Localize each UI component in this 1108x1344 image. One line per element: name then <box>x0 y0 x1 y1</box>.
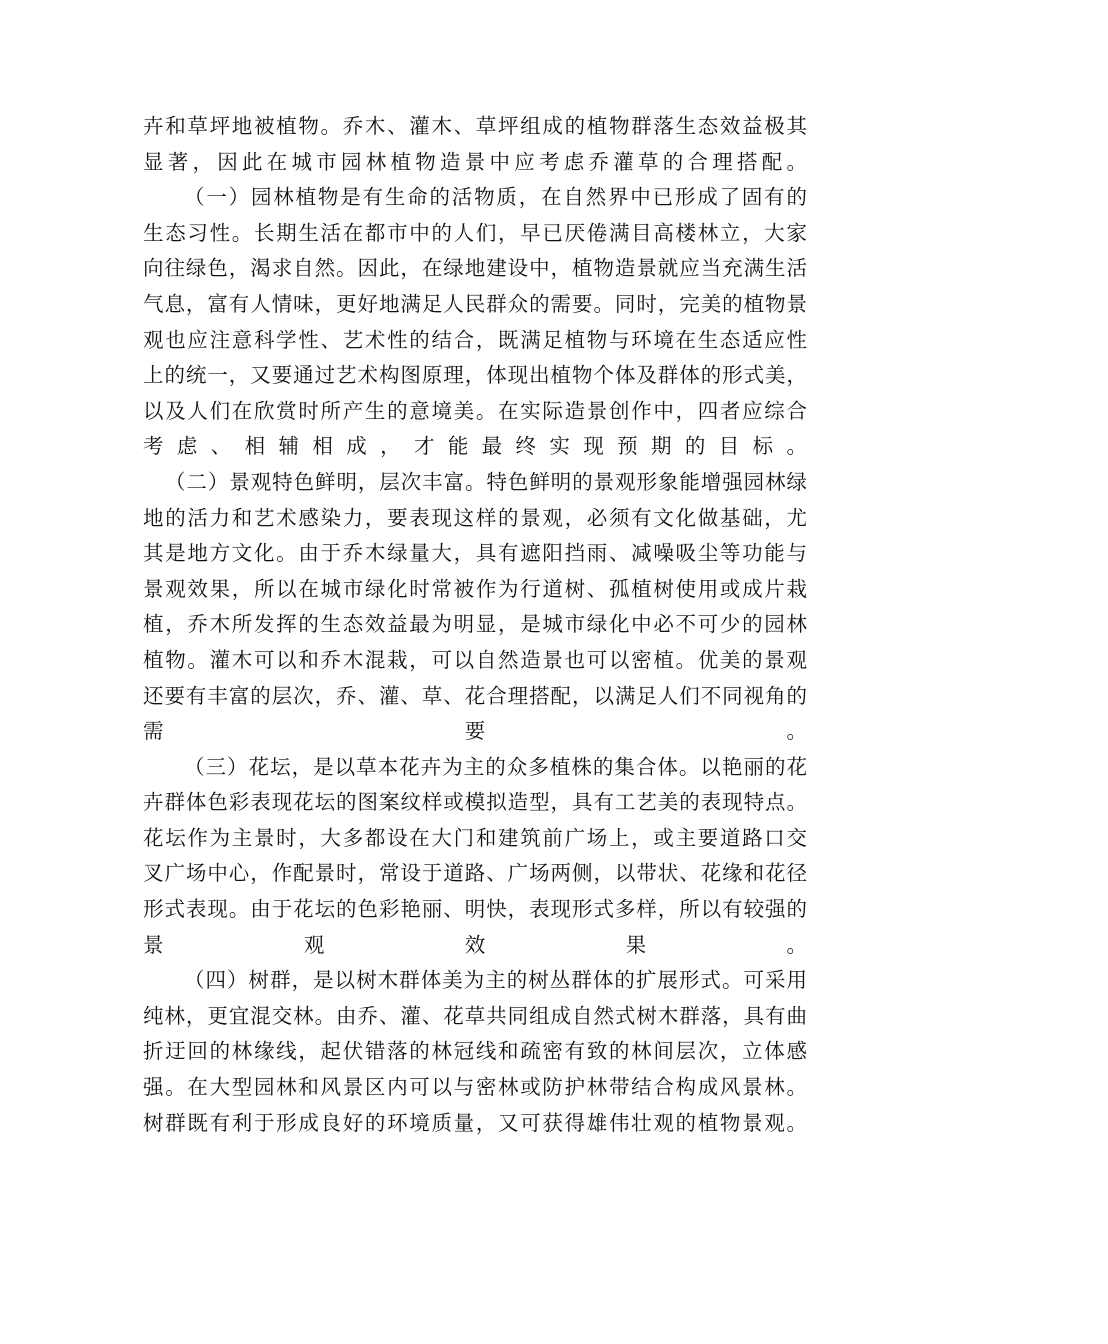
text-line: 植物。灌木可以和乔木混栽，可以自然造景也可以密植。优美的景观 <box>143 647 809 672</box>
text-line: 植，乔木所发挥的生态效益最为明显，是城市绿化中必不可少的园林 <box>143 612 809 637</box>
text-line: 景观效果。 <box>143 932 948 957</box>
text-line: （四）树群，是以树木群体美为主的树丛群体的扩展形式。可采用 <box>184 968 809 993</box>
paragraph-section-4 <box>143 963 807 1141</box>
text-line: 上的统一，又要通过艺术构图原理，体现出植物个体及群体的形式美， <box>143 363 808 388</box>
text-line: 地的活力和艺术感染力，要表现这样的景观，必须有文化做基础，尤 <box>143 505 809 530</box>
text-line: （一）园林植物是有生命的活物质，在自然界中已形成了固有的 <box>184 185 809 210</box>
text-line: 形式表现。由于花坛的色彩艳丽、明快，表现形式多样，所以有较强的 <box>143 897 808 922</box>
text-line: （二）景观特色鲜明，层次丰富。特色鲜明的景观形象能增强园林绿 <box>165 469 808 494</box>
paragraph-intro <box>143 109 812 180</box>
text-line: 还要有丰富的层次，乔、灌、草、花合理搭配，以满足人们不同视角的 <box>143 683 808 708</box>
text-line: 强。在大型园林和风景区内可以与密林或防护林带结合构成风景林。 <box>143 1075 809 1100</box>
text-line: 卉和草坪地被植物。乔木、灌木、草坪组成的植物群落生态效益极其 <box>143 114 809 138</box>
text-line: 考虑、相辅相成，才能最终实现预期的目标。 <box>143 434 821 459</box>
text-line: 气息，富有人情味，更好地满足人民群众的需要。同时，完美的植物景 <box>143 291 808 316</box>
text-line: 需要。 <box>143 719 1108 744</box>
text-line: （三）花坛，是以草本花卉为主的众多植株的集合体。以艳丽的花 <box>184 754 809 779</box>
text-line: 以及人们在欣赏时所产生的意境美。在实际造景创作中，四者应综合 <box>143 398 809 423</box>
text-line: 生态习性。长期生活在都市中的人们，早已厌倦满目高楼林立，大家 <box>143 220 809 245</box>
text-line: 树群既有利于形成良好的环境质量，又可获得雄伟壮观的植物景观。 <box>143 1110 809 1135</box>
text-line: 景观效果，所以在城市绿化时常被作为行道树、孤植树使用或成片栽 <box>143 576 809 601</box>
text-line: 观也应注意科学性、艺术性的结合，既满足植物与环境在生态适应性 <box>143 327 809 352</box>
text-line: 折迂回的林缘线，起伏错落的林冠线和疏密有致的林间层次，立体感 <box>143 1039 809 1064</box>
paragraph-section-1 <box>143 180 821 465</box>
text-line: 向往绿色，渴求自然。因此，在绿地建设中，植物造景就应当充满生活 <box>143 256 808 281</box>
text-line: 卉群体色彩表现花坛的图案纹样或模拟造型，具有工艺美的表现特点。 <box>143 790 808 815</box>
document-body <box>143 109 1108 1141</box>
paragraph-section-3 <box>143 750 948 964</box>
text-line: 花坛作为主景时，大多都设在大门和建筑前广场上，或主要道路口交 <box>143 825 809 850</box>
text-line: 纯林，更宜混交林。由乔、灌、花草共同组成自然式树木群落，具有曲 <box>143 1003 808 1028</box>
paragraph-section-2 <box>143 465 1108 750</box>
text-line: 叉广场中心，作配景时，常设于道路、广场两侧，以带状、花缘和花径 <box>143 861 808 886</box>
text-line: 显著，因此在城市园林植物造景中应考虑乔灌草的合理搭配。 <box>143 149 812 174</box>
text-line: 其是地方文化。由于乔木绿量大，具有遮阳挡雨、减噪吸尘等功能与 <box>143 541 809 566</box>
